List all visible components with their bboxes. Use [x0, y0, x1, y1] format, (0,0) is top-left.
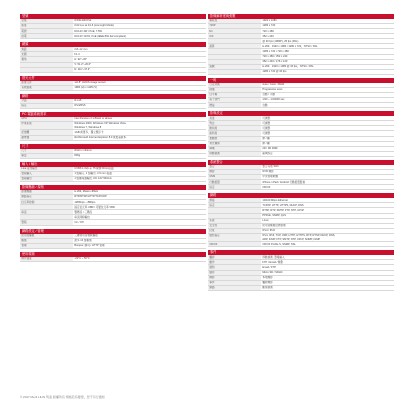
spec-value: 可調整	[261, 126, 394, 131]
spec-value: RTSP, RTP, SMTP, FTP, NTP, UPnP	[261, 208, 394, 213]
spec-label: CPU	[20, 117, 73, 122]
spec-label: 使用者權限	[20, 234, 73, 239]
spec-table	[208, 165, 394, 190]
spec-label: 照度	[20, 24, 73, 29]
spec-value: Bonjour, 網頁 / HTTP 管理	[73, 243, 206, 248]
spec-label: 警報輸入	[20, 171, 73, 176]
spec-value: 1280 x 720	[261, 24, 394, 29]
table-row	[20, 220, 206, 225]
right-column	[208, 14, 394, 294]
spec-value: 0.02 Lux at F1.6 (Low Light Mode)	[73, 24, 206, 29]
spec-value: 最多 10 組帳號	[73, 238, 206, 243]
spec-value: CVBS 1.0Vp-p, 75 歐姆 RCA 接頭	[73, 167, 206, 172]
section-title: 影像解析度與張數	[208, 14, 394, 19]
table-row	[20, 243, 206, 248]
spec-section	[20, 144, 206, 159]
spec-label: 事件	[208, 280, 261, 285]
spec-value: IE Microsoft Internet Explorer 8.0 或更高版本	[73, 135, 206, 140]
spec-value: 觸發錄影	[261, 280, 394, 285]
spec-label: 位址	[208, 228, 261, 233]
spec-table	[20, 99, 206, 109]
spec-value: 串流同時輸出	[73, 215, 206, 220]
section-title: 使用環境	[20, 252, 206, 257]
spec-value: 自動 / 手動	[261, 93, 394, 98]
table-row	[20, 67, 206, 72]
spec-value: H: 92°~30°	[73, 57, 206, 62]
spec-value: IPv4 / IPv6	[261, 228, 394, 233]
spec-value: IPv4, IPv6, TCP, UDP, HTTP, HTTPS, RTP, RTSP, DHCP, DNS, ARP, ICMP, FTP, SMTP, NTP, UPnP, SNMP, IGMP	[261, 233, 394, 241]
spec-value: 固定位元率 CBR / 可變位元率 VBR	[73, 205, 206, 210]
spec-label: CMS	[208, 175, 261, 180]
section-title: 一般	[208, 78, 394, 83]
spec-value: 352 x 240	[261, 34, 394, 39]
spec-value: 雙碼流 / 三碼流	[73, 210, 206, 215]
spec-value: 352 x 240 / 176 x 120	[261, 59, 394, 64]
spec-value: RTP/RTSP/HTTP/TCP/UDP	[73, 195, 206, 200]
spec-section	[20, 162, 206, 182]
spec-table	[208, 198, 394, 247]
section-title: 網路	[208, 193, 394, 198]
spec-value: 斷線偵測	[261, 285, 394, 290]
spec-value: 1920 x 1080	[261, 19, 394, 24]
spec-label: 位元率控制	[20, 200, 73, 205]
table-row	[20, 176, 206, 181]
spec-value: 中央管理軟體	[261, 175, 394, 180]
spec-label	[20, 67, 73, 72]
spec-value: 本地錄影	[261, 275, 394, 280]
spec-value: 2.8~12 mm	[73, 47, 206, 52]
spec-label: 影像壓縮	[20, 190, 73, 195]
spec-section	[208, 250, 394, 291]
spec-value: ONVIF	[261, 185, 394, 190]
section-title: 型號	[20, 14, 206, 19]
spec-value: V: 51.2°~20.6°	[73, 62, 206, 67]
spec-value: 整合其他 SDK	[261, 165, 394, 170]
section-title: 事件	[208, 250, 394, 255]
spec-label: 操作溫度	[20, 257, 73, 262]
spec-value: DC12V 4W / PoE, 7.5W	[73, 29, 206, 34]
table-row	[20, 34, 206, 39]
spec-label: 警報	[20, 220, 73, 225]
spec-value: 可調整	[261, 131, 394, 136]
spec-label: 安全性	[208, 223, 261, 228]
spec-value: @ 30 fps (1080P), 25 fps (PAL)	[261, 39, 394, 44]
spec-label: 重量	[20, 153, 73, 158]
spec-value: 800g	[73, 153, 206, 158]
spec-label: 720P	[208, 24, 261, 29]
spec-label: 介面	[20, 99, 73, 104]
spec-value: 區域設定	[261, 151, 394, 156]
spec-table	[208, 19, 394, 75]
footer-copyright: © 2017 Merit LILIN 利凌 版權所有 規格若有變更，恕不另行通知	[20, 395, 105, 399]
spec-label: 網路協定	[20, 195, 73, 200]
spec-value: DC12V ±10%, PoE (IEEE 802.3af compliant)	[73, 34, 206, 39]
spec-value: 1280 x 720 / 720 x 480	[261, 49, 394, 54]
table-row	[20, 153, 206, 158]
spec-section	[208, 160, 394, 190]
spec-label: 錄影	[208, 275, 261, 280]
spec-table	[20, 234, 206, 249]
table-row	[208, 69, 394, 74]
spec-label: 行動裝置	[208, 180, 261, 185]
spec-table	[208, 83, 394, 108]
section-title: 輸入 / 輸出	[20, 162, 206, 167]
spec-label: ONVIF	[208, 242, 261, 247]
spec-label: 亮度	[208, 116, 261, 121]
spec-label: 背光補償	[208, 141, 261, 146]
spec-table	[20, 190, 206, 226]
spec-label: 日夜切換	[208, 83, 261, 88]
spec-label: 通訊協定	[208, 233, 261, 241]
spec-label: 影像元件	[20, 81, 73, 86]
table-row	[208, 285, 394, 290]
spec-section	[20, 252, 206, 262]
table-row	[20, 85, 206, 90]
spec-label: Line 音訊輸出	[20, 167, 73, 172]
spec-table	[20, 47, 206, 72]
spec-section	[20, 42, 206, 72]
spec-value: H.264：1920 x 1080 / 1280 x 720，NTSC / PAL	[261, 44, 394, 49]
spec-table	[20, 167, 206, 182]
spec-value: 1/2.8" CMOS image sensor	[73, 81, 206, 86]
spec-value: Windows 2000, Windows XP, Windows Vista, Windows 7, Windows 8	[73, 122, 206, 130]
spec-section	[20, 94, 206, 109]
spec-value: 1GB 或更多，獨立顯示卡	[73, 130, 206, 135]
spec-value: Email / FTP	[261, 265, 394, 270]
spec-label: CIF	[208, 34, 261, 39]
spec-label: 白平衡	[208, 93, 261, 98]
left-column	[20, 14, 206, 265]
spec-label: 管理	[20, 243, 73, 248]
spec-value: PPPoE, SNMP, QoS	[261, 213, 394, 218]
spec-value: 三種使用者層級權限	[73, 234, 206, 239]
spec-label: 通知	[208, 265, 261, 270]
spec-section	[20, 76, 206, 91]
spec-label: 瀏覽器	[20, 135, 73, 140]
spec-label: 網路	[208, 285, 261, 290]
spec-table	[208, 255, 394, 291]
spec-value: 可調整	[261, 121, 394, 126]
spec-value: 使用者帳號密碼管理	[261, 223, 394, 228]
spec-label: 電源	[20, 29, 73, 34]
spec-value: IPD3120DXS4	[73, 19, 206, 24]
spec-label: 警報輸出	[20, 176, 73, 181]
spec-label: 整合	[208, 165, 261, 170]
spec-value: Auto / Color / B&W	[261, 83, 394, 88]
spec-label: 光圈	[20, 52, 73, 57]
spec-value: 1 組繼電器輸出, DC 12V 500mA	[73, 176, 206, 181]
spec-label: 降噪	[208, 146, 261, 151]
spec-label	[208, 69, 261, 74]
spec-value: NVR 錄影	[261, 169, 394, 174]
spec-value: RJ-45	[73, 99, 206, 104]
spec-value: Micro SD / SDHC	[261, 270, 394, 275]
spec-label: 協定	[208, 203, 261, 208]
section-title: 系統整合	[208, 160, 394, 165]
spec-table	[20, 19, 206, 39]
spec-label: 型號	[20, 19, 73, 24]
spec-table	[208, 116, 394, 157]
spec-value: ONVIF Profile S, SNMP, SSL	[261, 242, 394, 247]
spec-value: Intel Pentium 4 1.8GHz or above	[73, 117, 206, 122]
spec-label: 解析度	[208, 19, 261, 24]
spec-table	[20, 81, 206, 91]
section-title: 影像設定	[208, 111, 394, 116]
spec-label: 尺寸	[20, 149, 73, 154]
spec-label: 掃描	[208, 87, 261, 92]
spec-label: 連接	[208, 198, 261, 203]
table-row	[208, 233, 394, 241]
spec-label: 畫質	[208, 44, 261, 49]
spec-label: 對比	[208, 121, 261, 126]
spec-label: 增益	[208, 103, 261, 108]
spec-label: 串流	[20, 210, 73, 215]
spec-label: 觸發	[208, 255, 261, 260]
section-title: 網路	[20, 94, 206, 99]
spec-label: 電子快門	[208, 98, 261, 103]
spec-label: 寬動態	[208, 136, 261, 141]
spec-section	[208, 193, 394, 247]
spec-table	[20, 117, 206, 141]
spec-value: Ø110 x 134mm	[73, 149, 206, 154]
section-title: 感光元件	[20, 76, 206, 81]
spec-value: Progressive scan	[261, 87, 394, 92]
spec-section	[208, 111, 394, 157]
section-title: 尺寸	[20, 144, 206, 149]
spec-value: TCP/IP, HTTP, HTTPS, DHCP, DNS	[261, 203, 394, 208]
spec-label: 張數	[208, 64, 261, 69]
spec-label: 視角	[20, 57, 73, 62]
section-title: 網路設定 / 管理	[20, 229, 206, 234]
spec-label: 系統	[208, 218, 261, 223]
spec-value: FTP / Email / 錄影	[261, 260, 394, 265]
table-row	[20, 103, 206, 108]
spec-value: iPhone / iPad / Android 行動裝置監看	[261, 180, 394, 185]
spec-value: -20°C ~ 50°C	[73, 257, 206, 262]
table-row	[20, 135, 206, 140]
spec-label: 焦距	[20, 47, 73, 52]
spec-label: 儲存	[208, 270, 261, 275]
spec-section	[20, 229, 206, 249]
spec-label: 帳號	[20, 238, 73, 243]
spec-section	[20, 185, 206, 226]
spec-section	[20, 112, 206, 141]
table-row	[208, 151, 394, 156]
spec-value: D: 111°~37.3°	[73, 67, 206, 72]
spec-value: 1984 (H) x 1105 (V)	[73, 85, 206, 90]
spec-label: 有效畫素	[20, 85, 73, 90]
spec-value: 1/30 ~ 1/10000 sec	[261, 98, 394, 103]
table-row	[208, 185, 394, 190]
spec-value: Linux	[261, 218, 394, 223]
spec-label: 錄影	[208, 169, 261, 174]
spec-label: 供電	[20, 34, 73, 39]
spec-table	[20, 257, 206, 262]
spec-value: 開 / 關	[261, 136, 394, 141]
section-title: 影像壓縮 / 規格	[20, 185, 206, 190]
spec-label: 動作	[208, 260, 261, 265]
spec-value: 1280 x 720 @ 30 fps	[261, 69, 394, 74]
spec-value: On / Off	[73, 220, 206, 225]
spec-label: 作業系統	[20, 122, 73, 130]
table-row	[208, 242, 394, 247]
spec-value: F1.4	[73, 52, 206, 57]
spec-value: 開 / 關	[261, 141, 394, 146]
table-row	[20, 122, 206, 130]
spec-section	[20, 14, 206, 39]
spec-label: 飽和度	[208, 126, 261, 131]
spec-value: H.264：1920 x 1080 @ 30 fps，NTSC / PAL	[261, 64, 394, 69]
section-title: PC 電腦系統需求	[20, 112, 206, 117]
spec-value: 2D / 3D DNR	[261, 146, 394, 151]
spec-value: 720 x 480	[261, 29, 394, 34]
spec-value: 移動偵測, 警報輸入	[261, 255, 394, 260]
spec-value: 可調整	[261, 116, 394, 121]
spec-value: 720 x 480 / 352 x 240	[261, 54, 394, 59]
spec-value: 10/100 Mbps Ethernet	[261, 198, 394, 203]
spec-section	[208, 14, 394, 75]
table-row	[20, 257, 206, 262]
spec-label: 銳利度	[208, 131, 261, 136]
spec-value: 1 組輸入, 1 組輸出, 3.5 mm 接頭	[73, 171, 206, 176]
spec-label: 協定	[208, 185, 261, 190]
spec-label: 協定	[20, 103, 73, 108]
spec-value: H.264, Motion JPEG	[73, 190, 206, 195]
spec-label: 移動偵測	[208, 151, 261, 156]
spec-value: 128Kbps ~ 8Mbps	[73, 200, 206, 205]
section-title: 鏡頭	[20, 42, 206, 47]
spec-value: 自動	[261, 103, 394, 108]
spec-table	[20, 149, 206, 159]
spec-label: D1	[208, 29, 261, 34]
spec-value: IPv4/IPv6	[73, 103, 206, 108]
spec-section	[208, 78, 394, 108]
table-row	[208, 103, 394, 108]
spec-label: 記憶體	[20, 130, 73, 135]
